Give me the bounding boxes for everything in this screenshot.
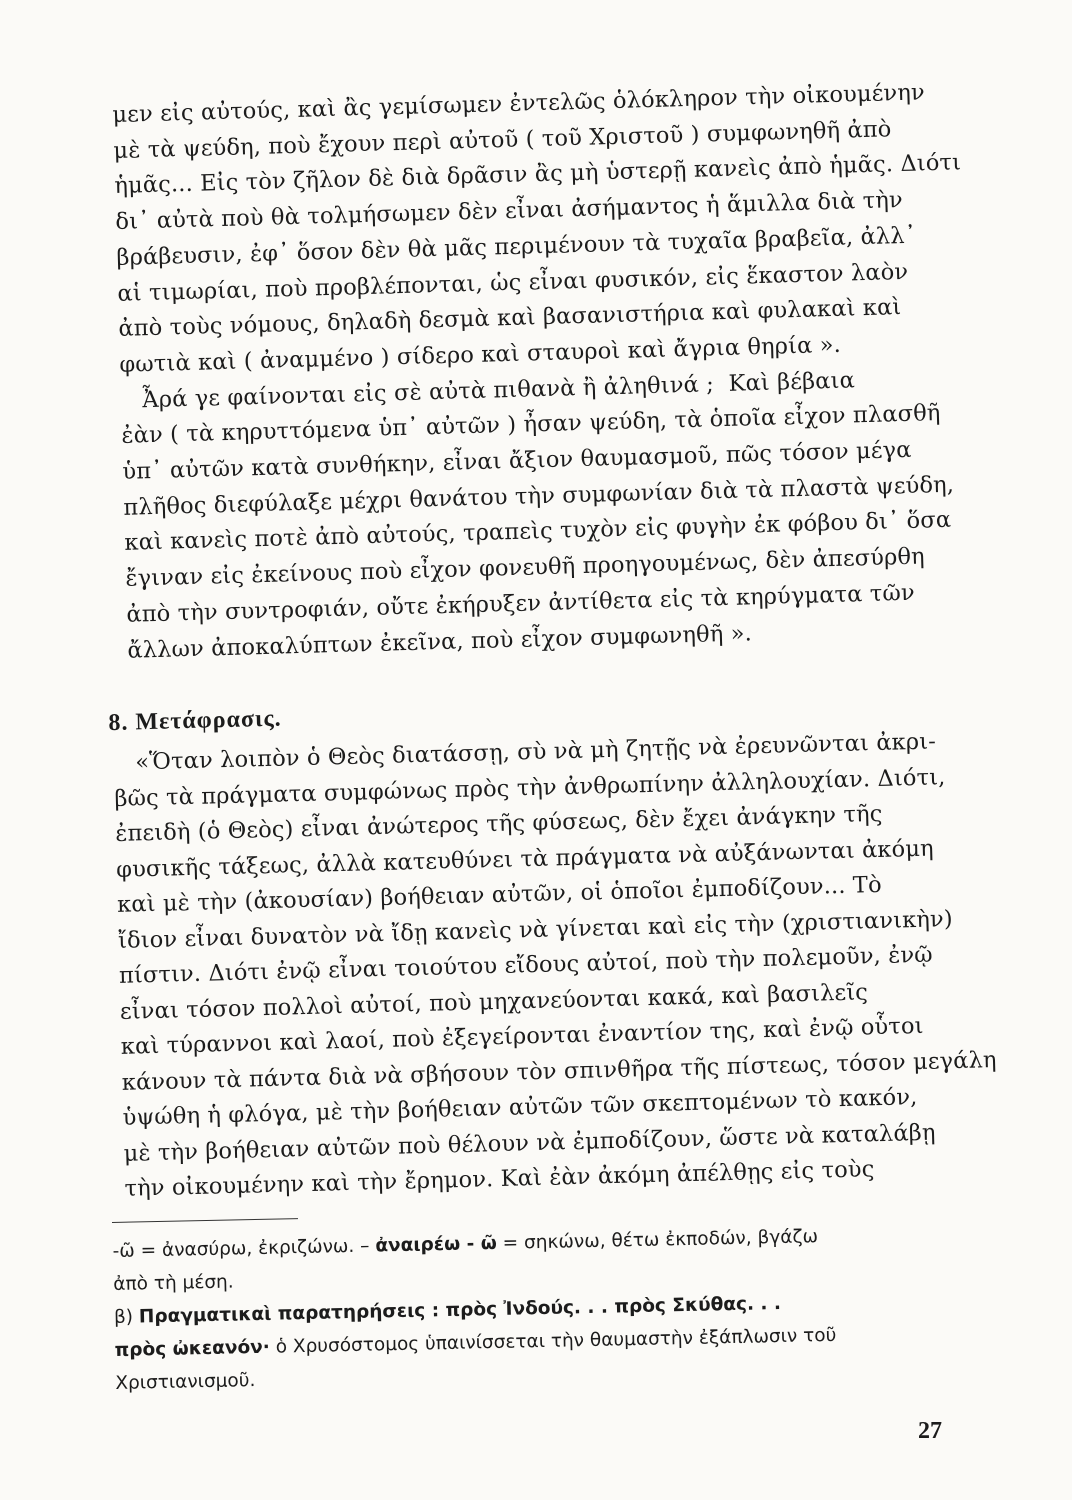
body-text [112, 75, 962, 669]
text-line: πλῆθος διεφύλαξε μέχρι θανάτου τὴν συμφωνίαν διὰ τὰ πλαστὰ ψεύδη, [123, 471, 955, 521]
text-line: ἄλλων ἀποκαλύπτων ἐκεῖνα, ποὺ εἶχον συμφωνηθῆ ». [127, 619, 753, 664]
text-line: βῶς τὰ πράγματα συμφώνως πρὸς τὴν ἀνθρωπίνην ἀλληλουχίαν. Διότι, [114, 763, 946, 812]
text-line: ὑπ᾽ αὐτῶν κατὰ συνθήκην, εἶναι ἄξιον θαυμασμοῦ, πῶς τόσον μέγα [122, 436, 912, 485]
footnote-line: ἀπὸ τὴ μέση. [113, 1271, 234, 1295]
text-line: τὴν οἰκουμένην καὶ τὴν ἔρημον. Καὶ ἐὰν ἀκόμη ἀπέλθῃς εἰς τοὺς [124, 1156, 875, 1202]
text-line: «Ὅταν λοιπὸν ὁ Θεὸς διατάσσῃ, σὺ νὰ μὴ ζητῇς νὰ ἐρευνῶνται ἀκρι- [113, 728, 937, 776]
text-line: φυσικῆς τάξεως, ἀλλὰ κατευθύνει τὰ πράγματα νὰ αὐξάνωνται ἀκόμη [115, 835, 934, 883]
text-line: ἔγιναν εἰς ἐκείνους ποὺ εἶχον φονευθῆ προηγουμένως, δὲν ἀπεσύρθη [125, 543, 926, 592]
text-line: ἡμᾶς... Εἰς τὸν ζῆλον δὲ διὰ δρᾶσιν ἂς μὴ ὑστερῇ κανεὶς ἀπὸ ἡμᾶς. Διότι [114, 149, 962, 200]
page-number: 27 [918, 1418, 942, 1444]
text-line: ἀπὸ τοὺς νόμους, δηλαδὴ δεσμὰ καὶ βασανιστήρια καὶ φυλακαὶ καὶ [118, 294, 902, 343]
section-heading: 8. Μετάφρασις. [108, 705, 282, 737]
text-line: καὶ τύραννοι καὶ λαοί, ποὺ ἐξεγείρονται ἐναντίον της, καὶ ἐνῷ οὗτοι [120, 1012, 924, 1060]
text-line: μὲ τὴν βοήθειαν αὐτῶν ποὺ θέλουν νὰ ἐμποδίζουν, ὥστε νὰ καταλάβῃ [123, 1119, 936, 1167]
text-line: ἴδιον εἶναι δυνατὸν νὰ ἴδῃ κανεὶς νὰ γίνεται καὶ εἰς τὴν (χριστιανικὴν) [117, 905, 954, 954]
footnote-divider [112, 1218, 298, 1223]
text-line: δι᾽ αὐτὰ ποὺ θὰ τολμήσωμεν δὲν εἶναι ἀσήμαντος ἡ ἅμιλλα διὰ τὴν [115, 187, 904, 236]
text-line: εἶναι τόσον πολλοὶ αὐτοί, ποὺ μηχανεύονται κακά, καὶ βασιλεῖς [119, 978, 869, 1025]
text-line: Ἆρά γε φαίνονται εἰς σὲ αὐτὰ πιθανὰ ἢ ἀληθινά ; Καὶ βέβαια [120, 366, 856, 414]
footnote-line: β) Πραγματικαὶ παρατηρήσεις : πρὸς Ἰνδούς. . . πρὸς Σκύθας. . . [113, 1293, 782, 1328]
text-line: βράβευσιν, ἐφ᾽ ὅσον δὲν θὰ μᾶς περιμένουν τὰ τυχαῖα βραβεῖα, ἀλλ᾽ [116, 222, 917, 271]
footnote-line: Χριστιανισμοῦ. [115, 1370, 256, 1394]
text-line: ἐὰν ( τὰ κηρυττόμενα ὑπ᾽ αὐτῶν ) ἦσαν ψεύδη, τὰ ὁποῖα εἶχον πλασθῆ [121, 400, 941, 450]
footnotes [112, 1205, 944, 1400]
text-line: ἀπὸ τὴν συντροφιάν, οὔτε ἐκήρυξεν ἀντίθετα εἰς τὰ κηρύγματα τῶν [126, 579, 916, 628]
text-line: φωτιὰ καὶ ( ἀναμμένο ) σίδερο καὶ σταυροὶ καὶ ἄγρια θηρία ». [119, 331, 842, 378]
text-line: καὶ κανεὶς ποτὲ ἀπὸ αὐτούς, τραπεὶς τυχὸν εἰς φυγὴν ἐκ φόβου δι᾽ ὅσα [124, 507, 952, 557]
text-line: μὲ τὰ ψεύδη, ποὺ ἔχουν περὶ αὐτοῦ ( τοῦ Χριστοῦ ) συμφωνηθῆ ἀπὸ [113, 115, 892, 164]
text-line: αἱ τιμωρίαι, ποὺ προβλέπονται, ὡς εἶναι φυσικόν, εἰς ἕκαστον λαὸν [117, 258, 909, 307]
text-line: καὶ μὲ τὴν (ἀκουσίαν) βοήθειαν αὐτῶν, οἱ ὁποῖοι ἐμποδίζουν... Τὸ [116, 871, 883, 918]
text-line: ἐπειδὴ (ὁ Θεὸς) εἶναι ἀνώτερος τῆς φύσεως, δὲν ἔχει ἀνάγκην τῆς [114, 800, 883, 847]
text-line: μεν εἰς αὐτούς, καὶ ἂς γεμίσωμεν ἐντελῶς ὁλόκληρον τὴν οἰκουμένην [112, 79, 926, 128]
text-line: ὑψώθη ἡ φλόγα, μὲ τὴν βοήθειαν αὐτῶν τῶν σκεπτομένων τὸ κακόν, [122, 1084, 918, 1131]
text-line: κάνουν τὰ πάντα διὰ νὰ σβήσουν τὸν σπινθῆρα τῆς πίστεως, τόσον μεγάλη [121, 1046, 997, 1096]
text-line: πίστιν. Διότι ἐνῷ εἶναι τοιούτου εἴδους αὐτοί, ποὺ τὴν πολεμοῦν, ἐνῷ [118, 941, 934, 989]
section-translation [108, 686, 997, 1207]
footnote-line: πρὸς ὠκεανόν· ὁ Χρυσόστομος ὑπαινίσσεται τὴν θαυμαστὴν ἐξάπλωσιν τοῦ [114, 1324, 837, 1361]
footnote-line: -ῶ = ἀνασύρω, ἐκριζώνω. – ἀναιρέω - ῶ = σηκώνω, θέτω ἐκποδών, βγάζω [112, 1226, 819, 1262]
